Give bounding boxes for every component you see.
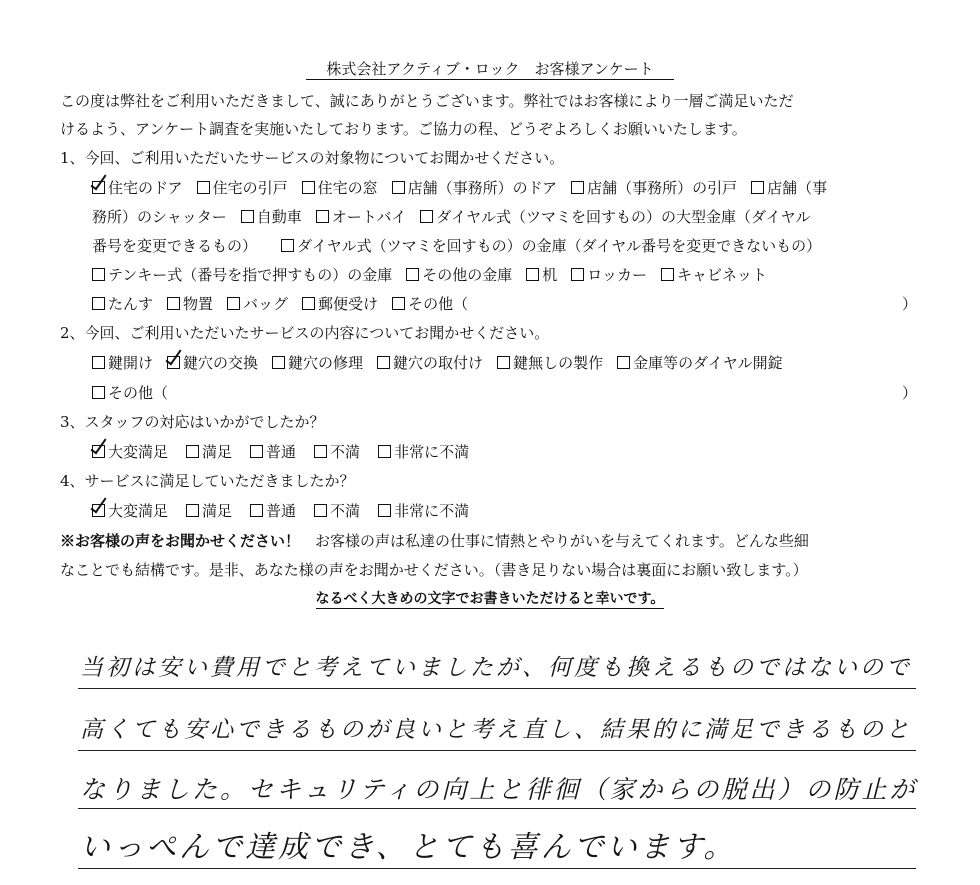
checkbox[interactable] — [92, 268, 105, 281]
q1-option-shop-door[interactable]: 店舗（事務所）のドア — [392, 175, 558, 201]
checkbox-checked[interactable] — [92, 181, 105, 194]
voice-text-1: お客様の声は私達の仕事に情熱とやりがいを与えてくれます。どんな些細 — [300, 532, 809, 550]
checkbox[interactable] — [314, 504, 327, 517]
q1-option-cabinet[interactable]: キャビネット — [661, 262, 767, 288]
checkbox[interactable] — [314, 445, 327, 458]
checkbox[interactable] — [302, 181, 315, 194]
q2-option-cylinder-replace[interactable]: 鍵穴の交換 — [167, 350, 258, 376]
q1-option-home-sliding-door[interactable]: 住宅の引戸 — [197, 175, 288, 201]
q4-options — [92, 498, 483, 524]
handwritten-line-3: なりました。セキュリティの向上と徘徊（家からの脱出）の防止が — [80, 775, 918, 804]
q4-option-very-satisfied[interactable]: 大変満足 — [92, 498, 168, 524]
checkbox[interactable] — [272, 356, 285, 369]
writing-rule — [78, 808, 916, 809]
checkbox[interactable] — [250, 445, 263, 458]
checkbox[interactable] — [571, 181, 584, 194]
q4-option-satisfied[interactable]: 満足 — [186, 498, 232, 524]
voice-text-2: なことでも結構です。是非、あなた様の声をお聞かせください。（書き足りない場合は裏面にお願い致します。） — [60, 561, 808, 579]
writing-rule — [78, 868, 916, 869]
q2-option-cylinder-install[interactable]: 鍵穴の取付け — [377, 350, 483, 376]
q1-option-home-window[interactable]: 住宅の窓 — [302, 175, 378, 201]
handwritten-line-2: 高くても安心できるものが良いと考え直し、結果的に満足できるものと — [80, 717, 912, 743]
q3-label: 3、スタッフの対応はいかがでしたか？ — [60, 413, 325, 431]
voice-heading: ※お客様の声をお聞かせください！ — [60, 532, 301, 550]
q2-option-unlock[interactable]: 鍵開け — [92, 350, 153, 376]
checkbox[interactable] — [186, 445, 199, 458]
q1-option-mailbox[interactable]: 郵便受け — [302, 291, 378, 317]
checkbox[interactable] — [92, 297, 105, 310]
checkbox[interactable] — [392, 181, 405, 194]
checkbox[interactable] — [316, 210, 329, 223]
checkbox[interactable] — [377, 356, 390, 369]
checkbox[interactable] — [571, 268, 584, 281]
checkbox[interactable] — [392, 297, 405, 310]
q1-option-other-safe[interactable]: その他の金庫 — [406, 262, 512, 288]
q4-option-neutral[interactable]: 普通 — [250, 498, 296, 524]
checkbox[interactable] — [497, 356, 510, 369]
q1-label: 1、今回、ご利用いただいたサービスの対象物についてお聞かせください。 — [60, 149, 565, 167]
checkbox[interactable] — [167, 297, 180, 310]
q1-option-bag[interactable]: バッグ — [227, 291, 288, 317]
checkbox[interactable] — [186, 504, 199, 517]
q3-option-neutral[interactable]: 普通 — [250, 439, 296, 465]
intro-line-1: この度は弊社をご利用いただきまして、誠にありがとうございます。弊社ではお客様により一層ご満足いただ — [60, 92, 794, 110]
q3-option-dissatisfied[interactable]: 不満 — [314, 439, 360, 465]
q3-option-very-dissatisfied[interactable]: 非常に不満 — [378, 439, 469, 465]
writing-rule — [78, 688, 916, 689]
checkbox[interactable] — [227, 297, 240, 310]
q1-option-shop-shutter[interactable]: 店舗（事 — [751, 175, 827, 201]
q1-row2-lead: 務所）のシャッター — [92, 208, 227, 226]
q1-option-locker[interactable]: ロッカー — [571, 262, 647, 288]
q2-option-keyless-make[interactable]: 鍵無しの製作 — [497, 350, 603, 376]
checkbox[interactable] — [751, 181, 764, 194]
writing-rule — [78, 750, 916, 751]
q1-option-home-door[interactable]: 住宅のドア — [92, 175, 183, 201]
checkbox[interactable] — [617, 356, 630, 369]
checkbox[interactable] — [250, 504, 263, 517]
q1-option-tenkey-safe[interactable]: テンキー式（番号を指で押すもの）の金庫 — [92, 262, 392, 288]
checkbox[interactable] — [197, 181, 210, 194]
q2-label: 2、今回、ご利用いただいたサービスの内容についてお聞かせください。 — [60, 324, 550, 342]
q1-row-5 — [92, 291, 482, 317]
q2-option-other[interactable]: その他（ — [92, 380, 168, 406]
checkbox[interactable] — [526, 268, 539, 281]
q3-options — [92, 439, 483, 465]
checkbox[interactable] — [92, 356, 105, 369]
q1-option-car[interactable]: 自動車 — [241, 204, 302, 230]
checkbox[interactable] — [241, 210, 254, 223]
q1-option-large-safe[interactable]: ダイヤル式（ツマミを回すもの）の大型金庫（ダイヤル — [420, 204, 810, 230]
voice-line-1 — [60, 528, 809, 554]
q4-label: 4、サービスに満足していただきましたか？ — [60, 472, 355, 490]
checkbox[interactable] — [420, 210, 433, 223]
q1-row-3 — [92, 233, 835, 259]
q1-option-desk[interactable]: 机 — [526, 262, 557, 288]
q2-option-safe-dial-open[interactable]: 金庫等のダイヤル開錠 — [617, 350, 783, 376]
q4-option-very-dissatisfied[interactable]: 非常に不満 — [378, 498, 469, 524]
checkbox[interactable] — [661, 268, 674, 281]
q1-option-dial-safe[interactable]: ダイヤル式（ツマミを回すもの）の金庫（ダイヤル番号を変更できないもの） — [281, 233, 821, 259]
handwritten-line-1: 当初は安い費用でと考えていましたが、何度も換えるものではないので — [80, 655, 912, 681]
intro-line-2: けるよう、アンケート調査を実施いたしております。ご協力の程、どうぞよろしくお願いいたします。 — [60, 120, 747, 138]
q1-row-4 — [92, 262, 781, 288]
q1-option-other[interactable]: その他（ — [392, 291, 468, 317]
checkbox[interactable] — [281, 239, 294, 252]
checkbox[interactable] — [92, 386, 105, 399]
q1-option-chest[interactable]: たんす — [92, 291, 153, 317]
q4-option-dissatisfied[interactable]: 不満 — [314, 498, 360, 524]
q2-other-close-paren: ） — [902, 384, 918, 402]
checkbox-checked[interactable] — [92, 504, 105, 517]
q2-option-cylinder-repair[interactable]: 鍵穴の修理 — [272, 350, 363, 376]
handwritten-line-4: いっぺんで達成でき、とても喜んでいます。 — [80, 830, 737, 865]
voice-emphasis: なるべく大きめの文字でお書きいただけると幸いです。 — [315, 591, 665, 607]
checkbox[interactable] — [406, 268, 419, 281]
checkbox[interactable] — [302, 297, 315, 310]
checkbox[interactable] — [378, 504, 391, 517]
q1-row-2 — [92, 204, 811, 230]
checkbox-checked[interactable] — [92, 445, 105, 458]
q2-row-2 — [92, 380, 182, 406]
q3-option-very-satisfied[interactable]: 大変満足 — [92, 439, 168, 465]
checkbox-checked[interactable] — [167, 356, 180, 369]
checkbox[interactable] — [378, 445, 391, 458]
q3-option-satisfied[interactable]: 満足 — [186, 439, 232, 465]
survey-title: 株式会社アクティブ・ロック お客様アンケート — [0, 56, 980, 82]
q1-option-storage-shed[interactable]: 物置 — [167, 291, 213, 317]
q1-option-motorbike[interactable]: オートバイ — [316, 204, 407, 230]
q2-row-1 — [92, 350, 783, 376]
q1-option-shop-sliding-door[interactable]: 店舗（事務所）の引戸 — [571, 175, 737, 201]
q1-row-1 — [92, 175, 827, 201]
q1-other-close-paren: ） — [902, 295, 918, 313]
q1-row3-lead: 番号を変更できるもの） — [92, 237, 258, 255]
